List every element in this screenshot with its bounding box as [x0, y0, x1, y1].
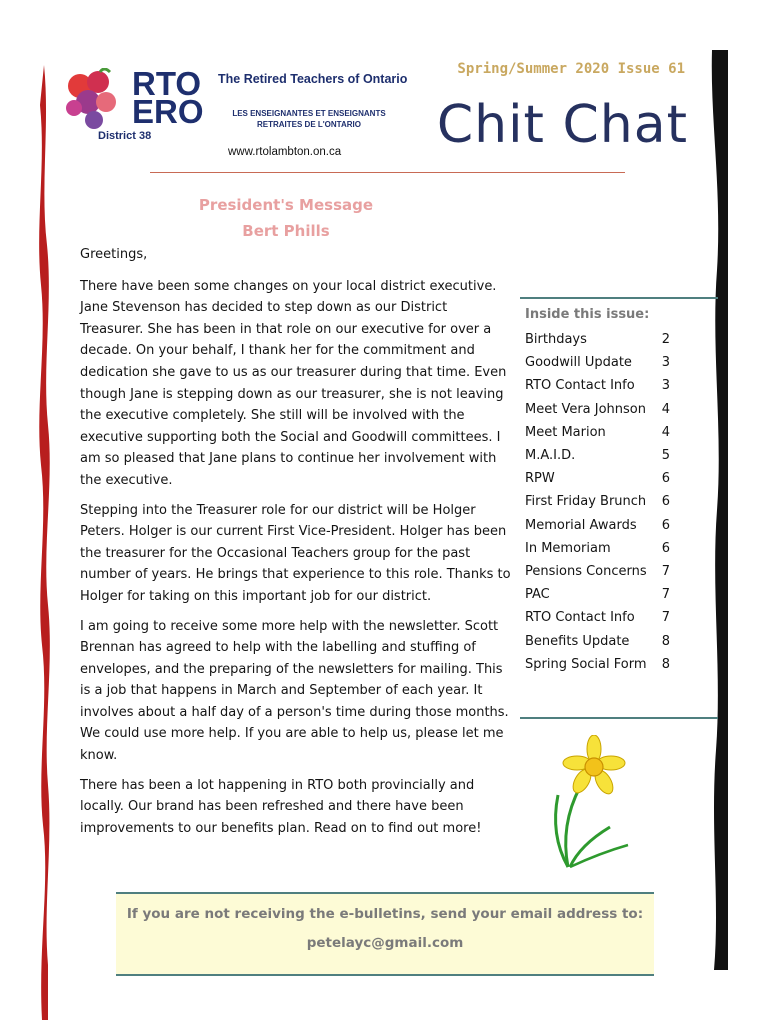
toc-list: [520, 328, 718, 676]
paragraph: I am going to receive some more help with the newsletter. Scott Brennan has agreed to help with the labelling and stuffing of envelopes, and the preparing of the newsletters for mailing. This is a job that happens in March and September of each year. It involves about a half day of a person's time during those months. We could use more help. If you are able to help us, please let me know.: [80, 618, 509, 764]
website-link[interactable]: www.rtolambton.on.ca: [228, 146, 342, 158]
toc-item: [525, 560, 670, 583]
toc-item-page: 7: [661, 563, 670, 579]
paragraph: Stepping into the Treasurer role for our district will be Holger Peters. Holger is our current First Vice-President. Holger has been the treasurer for the Occasional Teachers group for the past number of years. He brings that experience to this role. Thanks to Holger for taking on this important job for our district.: [80, 502, 511, 604]
toc-item-page: 2: [661, 332, 670, 348]
toc-item-page: 6: [661, 517, 670, 533]
e-bulletin-banner: [116, 892, 654, 976]
toc-item: [525, 606, 670, 629]
toc-item-label: Meet Marion: [525, 424, 606, 440]
org-name-english: The Retired Teachers of Ontario: [218, 72, 408, 86]
toc-item: [525, 444, 670, 467]
org-french-line-1: LES ENSEIGNANTES ET ENSEIGNANTS: [232, 109, 386, 118]
toc-item: [525, 514, 670, 537]
toc-item-page: 6: [661, 494, 670, 510]
toc-item: [525, 328, 670, 351]
toc-item-page: 5: [661, 448, 670, 464]
paragraph: There have been some changes on your local district executive. Jane Stevenson has decided to step down as our District Treasurer. She has been in that role on our executive for over a decade. On your behalf, I thank her for the commitment and dedication she gave to us as our treasurer during that time. Even though Jane is stepping down as our treasurer, she is not leaving the executive completely. She still will be involved with the executive supporting both the Social and Goodwill committees. I am so pleased that Jane plans to continue her involvement with the executive.: [80, 278, 507, 488]
section-author: Bert Phills: [242, 222, 330, 240]
issue-label: Spring/Summer 2020 Issue 61: [457, 61, 685, 77]
toc-item: [525, 629, 670, 652]
toc-item-page: 4: [661, 401, 670, 417]
district-label: District 38: [98, 130, 152, 142]
sidebar-title: Inside this issue:: [525, 307, 650, 322]
toc-item-label: M.A.I.D.: [525, 448, 576, 464]
toc-item-label: Goodwill Update: [525, 355, 632, 371]
logo-line-rto: RTO: [132, 65, 202, 102]
toc-item-label: Pensions Concerns: [525, 563, 647, 579]
toc-item-page: 6: [661, 471, 670, 487]
left-decorative-band: [38, 65, 58, 1020]
toc-item: [525, 490, 670, 513]
toc-item-label: Birthdays: [525, 332, 587, 348]
logo-wordmark: [132, 65, 204, 130]
toc-item-label: RPW: [525, 471, 555, 487]
toc-item: [525, 351, 670, 374]
org-name-french: [224, 108, 394, 130]
toc-item-page: 7: [661, 610, 670, 626]
toc-item: [525, 398, 670, 421]
paragraph: There has been a lot happening in RTO both provincially and locally. Our brand has been refreshed and there have been improvements to our benefits plan. Read on to find out more!: [80, 777, 482, 836]
newsletter-title: Chit Chat: [436, 95, 688, 155]
greeting: Greetings,: [80, 247, 148, 262]
toc-item-page: 3: [661, 378, 670, 394]
logo-line-ero: ERO: [132, 93, 204, 130]
toc-item-label: RTO Contact Info: [525, 610, 635, 626]
toc-item-page: 3: [661, 355, 670, 371]
toc-item-page: 8: [661, 633, 670, 649]
banner-message: If you are not receiving the e-bulletins, send your email address to:: [126, 906, 644, 922]
toc-item-label: PAC: [525, 587, 550, 603]
banner-email-link[interactable]: petelayc@gmail.com: [306, 935, 464, 951]
presidents-message-body: [80, 244, 512, 847]
toc-item-label: Benefits Update: [525, 633, 630, 649]
toc-item: [525, 653, 670, 676]
toc-item: [525, 374, 670, 397]
toc-item-label: Spring Social Form: [525, 656, 647, 672]
toc-item-label: RTO Contact Info: [525, 378, 635, 394]
toc-item: [525, 583, 670, 606]
presidents-message-heading: [150, 192, 422, 244]
section-title: President's Message: [198, 196, 374, 214]
org-french-line-2: RETRAITES DE L'ONTARIO: [257, 120, 361, 129]
toc-item-page: 7: [661, 587, 670, 603]
toc-item: [525, 467, 670, 490]
sidebar-bottom-rule: [520, 717, 718, 719]
sidebar-top-rule: [520, 297, 718, 299]
toc-item-page: 8: [661, 656, 670, 672]
inside-this-issue-sidebar: [520, 297, 718, 676]
toc-item-label: Meet Vera Johnson: [525, 401, 646, 417]
daffodil-icon: [540, 735, 630, 870]
toc-item: [525, 421, 670, 444]
toc-item-label: In Memoriam: [525, 540, 611, 556]
toc-item-page: 6: [661, 540, 670, 556]
toc-item-label: Memorial Awards: [525, 517, 637, 533]
toc-item: [525, 537, 670, 560]
header-divider: [150, 172, 625, 173]
toc-item-page: 4: [661, 424, 670, 440]
toc-item-label: First Friday Brunch: [525, 494, 647, 510]
